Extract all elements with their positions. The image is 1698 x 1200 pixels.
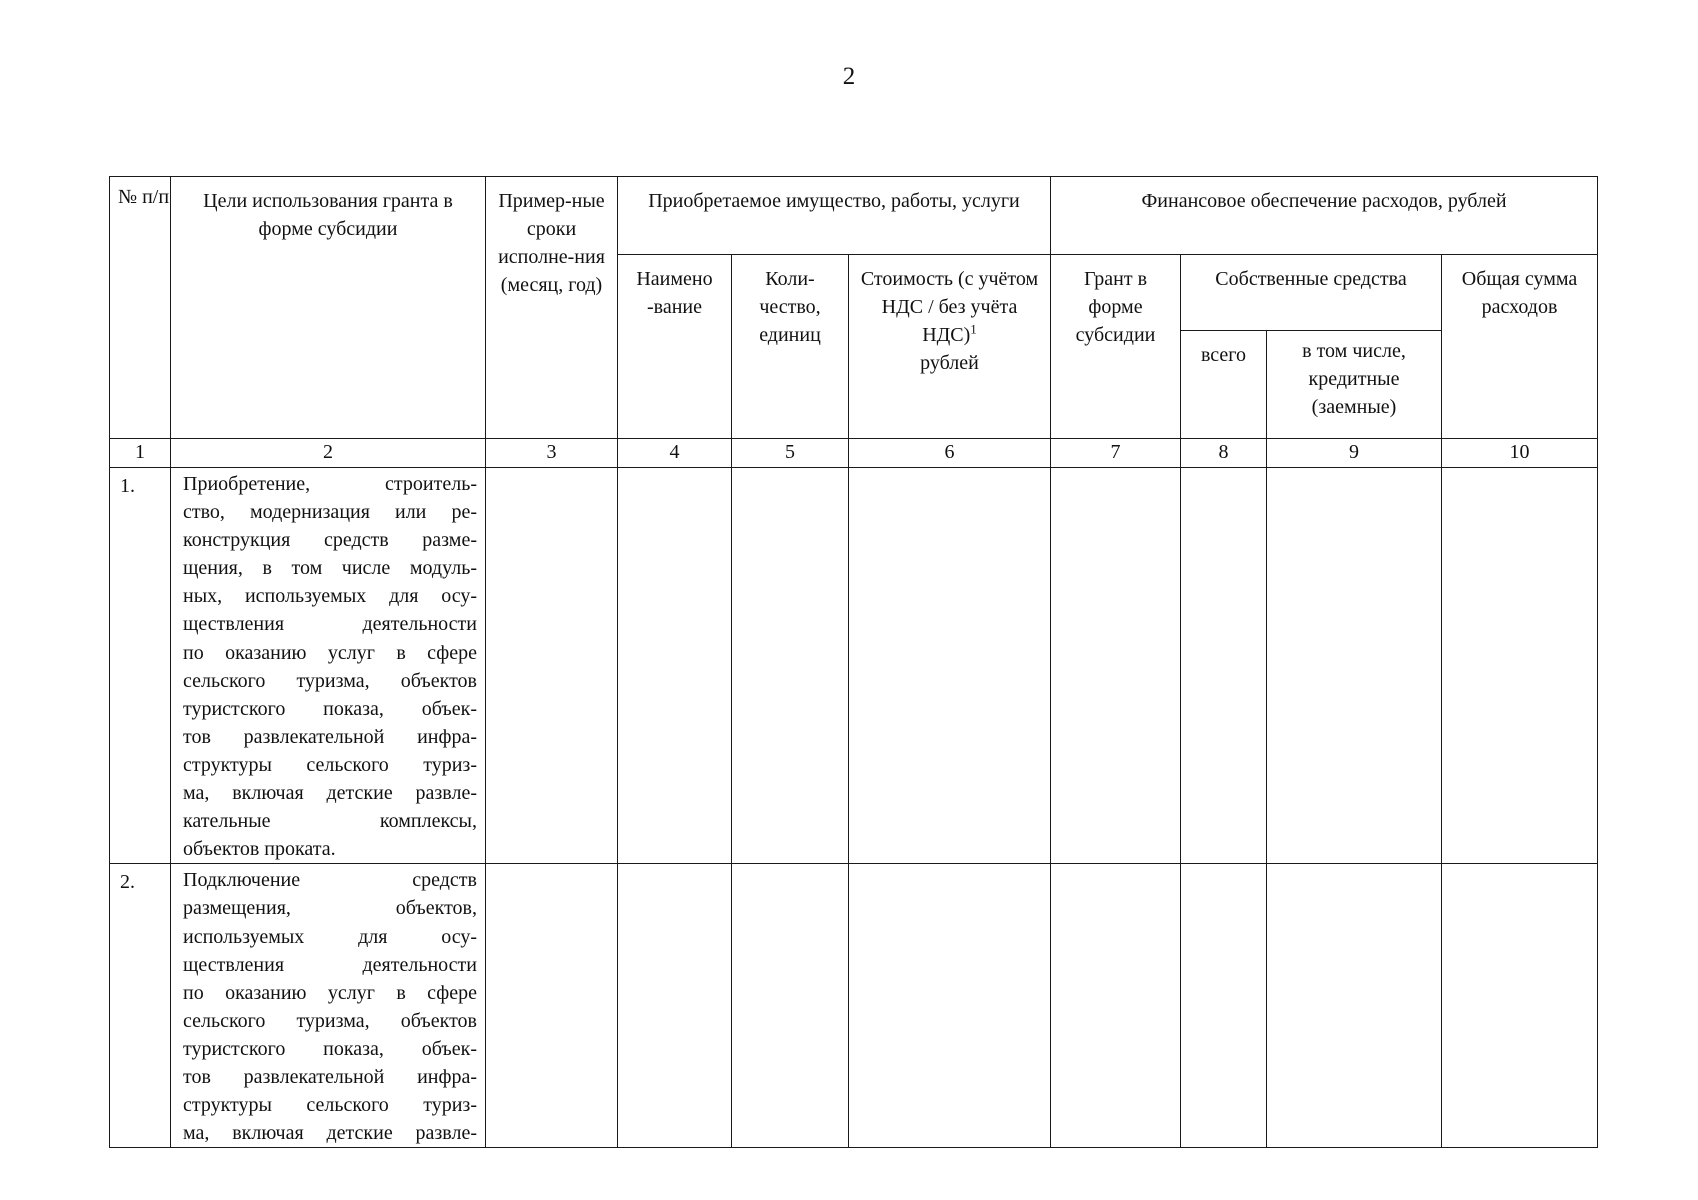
goal-line: тов развлекательной инфра-	[183, 1065, 477, 1088]
quantity-cell	[732, 468, 849, 864]
page-number: 2	[842, 63, 856, 90]
header-cost	[849, 255, 1051, 439]
header-name: Наимено -вание	[618, 255, 732, 439]
goal-line: структуры сельского туриз-	[183, 753, 477, 776]
goal-line: туристского показа, объек-	[183, 697, 477, 720]
goal-line: ществления деятельности	[183, 613, 477, 636]
goal-line: по оказанию услуг в сфере	[183, 981, 477, 1004]
goal-line: кательные комплексы,	[183, 810, 477, 833]
goal-line: ма, включая детские развле-	[183, 782, 477, 805]
quantity-cell	[732, 864, 849, 1148]
goal-line: размещения, объектов,	[183, 897, 477, 920]
own-total-cell	[1181, 468, 1267, 864]
table-row	[110, 468, 1598, 864]
name-cell	[618, 468, 732, 864]
own-total-cell	[1181, 864, 1267, 1148]
header-goal: Цели использования гранта в форме субсидии	[171, 177, 486, 439]
goal-line: туристского показа, объек-	[183, 1037, 477, 1060]
goal-line: структуры сельского туриз-	[183, 1094, 477, 1117]
header-finance-group: Финансовое обеспечение расходов, рублей	[1051, 177, 1598, 255]
header-cost-unit: рублей	[920, 352, 979, 374]
own-credit-cell	[1267, 468, 1442, 864]
header-property-group: Приобретаемое имущество, работы, услуги	[618, 177, 1051, 255]
column-number: 9	[1267, 439, 1442, 468]
goal-line: тов развлекательной инфра-	[183, 725, 477, 748]
table-row	[110, 864, 1598, 1148]
goal-cell	[171, 468, 486, 864]
column-number: 6	[849, 439, 1051, 468]
total-cell	[1442, 864, 1598, 1148]
goal-line: сельского туризма, объектов	[183, 669, 477, 692]
header-cost-footnote: 1	[970, 321, 977, 337]
grant-cell	[1051, 864, 1181, 1148]
column-number: 1	[110, 439, 171, 468]
header-row-1	[110, 177, 1598, 255]
header-total: Общая сумма расходов	[1442, 255, 1598, 439]
own-credit-cell	[1267, 864, 1442, 1148]
goal-line: ма, включая детские развле-	[183, 1122, 477, 1145]
term-cell	[486, 864, 618, 1148]
header-num: № п/п	[110, 177, 171, 439]
goal-line: Приобретение, строитель-	[183, 473, 477, 495]
goal-line: щения, в том числе модуль-	[183, 557, 477, 580]
cost-cell	[849, 864, 1051, 1148]
column-number: 8	[1181, 439, 1267, 468]
column-number: 5	[732, 439, 849, 468]
header-term: Пример-ные сроки исполне-ния (месяц, год)	[486, 177, 618, 439]
name-cell	[618, 864, 732, 1148]
column-number: 3	[486, 439, 618, 468]
goal-line: объектов проката.	[183, 838, 336, 861]
goal-line: ство, модернизация или ре-	[183, 501, 477, 524]
column-number: 2	[171, 439, 486, 468]
goal-cell	[171, 864, 486, 1148]
header-quantity: Коли-чество, единиц	[732, 255, 849, 439]
header-cost-text: Стоимость (с учётом НДС / без учёта НДС)	[860, 268, 1039, 346]
header-grant: Грант в форме субсидии	[1051, 255, 1181, 439]
row-number: 2.	[110, 864, 171, 1148]
header-own-funds: Собственные средства	[1181, 255, 1442, 331]
total-cell	[1442, 468, 1598, 864]
goal-line: используемых для осу-	[183, 925, 477, 948]
cost-cell	[849, 468, 1051, 864]
goal-line: ществления деятельности	[183, 953, 477, 976]
goal-line: Подключение средств	[183, 869, 477, 892]
header-own-credit: в том числе, кредитные (заемные)	[1267, 331, 1442, 439]
header-own-total: всего	[1181, 331, 1267, 439]
column-number: 10	[1442, 439, 1598, 468]
column-number-row	[110, 439, 1598, 468]
goal-line: конструкция средств разме-	[183, 529, 477, 552]
goal-line: ных, используемых для осу-	[183, 585, 477, 608]
column-number: 7	[1051, 439, 1181, 468]
term-cell	[486, 468, 618, 864]
grant-cell	[1051, 468, 1181, 864]
column-number: 4	[618, 439, 732, 468]
goal-line: по оказанию услуг в сфере	[183, 641, 477, 664]
goal-line: сельского туризма, объектов	[183, 1009, 477, 1032]
row-number: 1.	[110, 468, 171, 864]
grant-expense-table	[109, 176, 1598, 1148]
